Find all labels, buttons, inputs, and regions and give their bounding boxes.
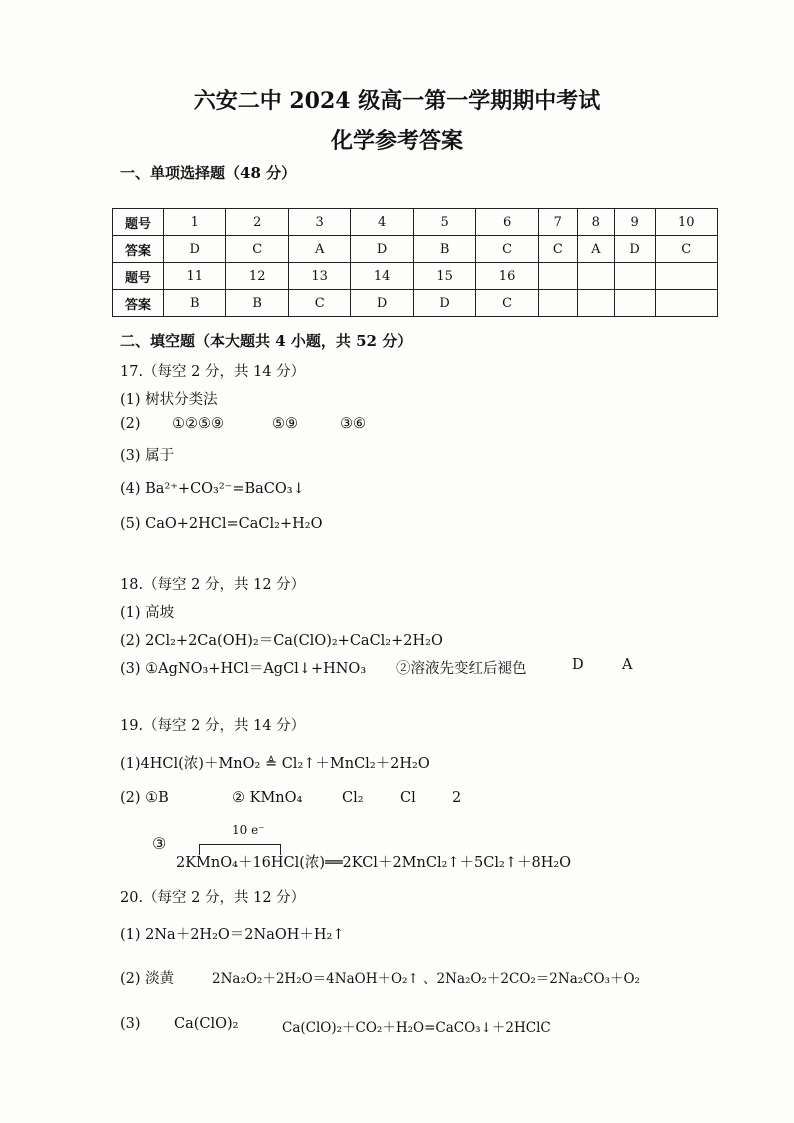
q18-answer-2: (2) 2Cl₂+2Ca(OH)₂＝Ca(ClO)₂+CaCl₂+2H₂O <box>120 633 443 649</box>
section-heading-fill: 二、填空题（本大题共 4 小题，共 52 分） <box>120 332 413 350</box>
q18-answer-3c: D <box>572 657 584 673</box>
table-cell: 5 <box>413 209 475 236</box>
q18-answer-3a: (3) ①AgNO₃+HCl＝AgCl↓+HNO₃ <box>120 661 367 677</box>
table-cell <box>614 263 655 290</box>
q19-heading: 19.（每空 2 分，共 14 分） <box>120 718 306 734</box>
table-cell: C <box>476 236 538 263</box>
table-cell: 3 <box>288 209 350 236</box>
section-heading-choice: 一、单项选择题（48 分） <box>120 164 297 182</box>
q20-answer-2-label: (2) 淡黄 <box>120 971 175 987</box>
table-cell: D <box>351 290 413 317</box>
q20-answer-1: (1) 2Na＋2H₂O＝2NaOH＋H₂↑ <box>120 927 345 943</box>
table-cell <box>655 290 718 317</box>
table-cell <box>577 263 614 290</box>
page-subtitle: 化学参考答案 <box>330 128 463 154</box>
table-cell: C <box>538 236 577 263</box>
table-cell: D <box>164 236 226 263</box>
q20-answer-2-equation: 2Na₂O₂＋2H₂O＝4NaOH＋O₂↑ 、2Na₂O₂＋2CO₂＝2Na₂CO₃＋O₂ <box>212 971 640 987</box>
table-row <box>113 236 718 263</box>
q17-answer-5: (5) CaO+2HCl=CaCl₂+H₂O <box>120 516 323 532</box>
table-cell: B <box>413 236 475 263</box>
table-cell <box>577 290 614 317</box>
table-cell <box>655 263 718 290</box>
table-cell: D <box>614 236 655 263</box>
table-cell <box>538 263 577 290</box>
table-cell: B <box>226 290 288 317</box>
q18-answer-3d: A <box>622 657 633 673</box>
table-cell: 13 <box>288 263 350 290</box>
q17-answer-2c: ③⑥ <box>340 416 366 432</box>
q17-answer-2b: ⑤⑨ <box>272 416 298 432</box>
electron-transfer-label: 10 e⁻ <box>232 823 265 837</box>
q19-answer-3-mark: ③ <box>152 834 167 853</box>
q17-answer-1: (1) 树状分类法 <box>120 392 218 408</box>
q20-answer-3b: Ca(ClO)₂＋CO₂＋H₂O=CaCO₃↓＋2HClC <box>282 1020 551 1036</box>
table-cell: 题号 <box>113 263 164 290</box>
q17-answer-2a: ①②⑤⑨ <box>172 416 224 432</box>
answer-table <box>112 208 718 317</box>
table-cell: 8 <box>577 209 614 236</box>
table-cell: 4 <box>351 209 413 236</box>
q18-answer-1: (1) 高坡 <box>120 605 175 621</box>
table-cell: B <box>164 290 226 317</box>
table-cell: 11 <box>164 263 226 290</box>
table-cell: 7 <box>538 209 577 236</box>
table-cell: D <box>351 236 413 263</box>
table-cell: C <box>655 236 718 263</box>
table-cell: A <box>577 236 614 263</box>
q20-heading: 20.（每空 2 分，共 12 分） <box>120 890 306 906</box>
table-cell: 答案 <box>113 290 164 317</box>
table-row <box>113 263 718 290</box>
q17-answer-3: (3) 属于 <box>120 448 175 464</box>
table-cell: 题号 <box>113 209 164 236</box>
q17-answer-2-label: (2) <box>120 416 141 432</box>
table-cell: C <box>476 290 538 317</box>
table-cell: D <box>413 290 475 317</box>
table-cell: C <box>288 290 350 317</box>
table-cell: A <box>288 236 350 263</box>
table-cell: 10 <box>655 209 718 236</box>
q19-answer-1: (1)4HCl(浓)＋MnO₂ ≜ Cl₂↑＋MnCl₂＋2H₂O <box>120 756 430 772</box>
table-cell: 1 <box>164 209 226 236</box>
table-row <box>113 209 718 236</box>
q19-answer-2e: 2 <box>452 790 462 806</box>
q18-heading: 18.（每空 2 分，共 12 分） <box>120 577 306 593</box>
q19-answer-2d: Cl <box>400 790 416 806</box>
table-cell: 14 <box>351 263 413 290</box>
table-cell: 15 <box>413 263 475 290</box>
table-cell: 2 <box>226 209 288 236</box>
q19-answer-2b: ② KMnO₄ <box>232 790 303 806</box>
table-cell: 16 <box>476 263 538 290</box>
q19-answer-2a: (2) ①B <box>120 790 169 806</box>
table-cell: C <box>226 236 288 263</box>
table-cell: 9 <box>614 209 655 236</box>
q18-answer-3b: ②溶液先变红后褪色 <box>396 661 527 677</box>
q19-answer-3-equation: 2KMnO₄＋16HCl(浓)══2KCl＋2MnCl₂↑＋5Cl₂↑＋8H₂O <box>176 855 572 871</box>
q20-answer-3a: Ca(ClO)₂ <box>174 1016 239 1032</box>
table-cell: 12 <box>226 263 288 290</box>
table-cell <box>538 290 577 317</box>
page-title: 六安二中 2024 级高一第一学期期中考试 <box>193 88 601 114</box>
table-cell <box>614 290 655 317</box>
table-cell: 6 <box>476 209 538 236</box>
q17-heading: 17.（每空 2 分，共 14 分） <box>120 364 306 380</box>
q20-answer-3-label: (3) <box>120 1016 141 1032</box>
table-cell: 答案 <box>113 236 164 263</box>
table-row <box>113 290 718 317</box>
q19-answer-2c: Cl₂ <box>342 790 364 806</box>
q17-answer-4: (4) Ba²⁺+CO₃²⁻=BaCO₃↓ <box>120 481 305 497</box>
